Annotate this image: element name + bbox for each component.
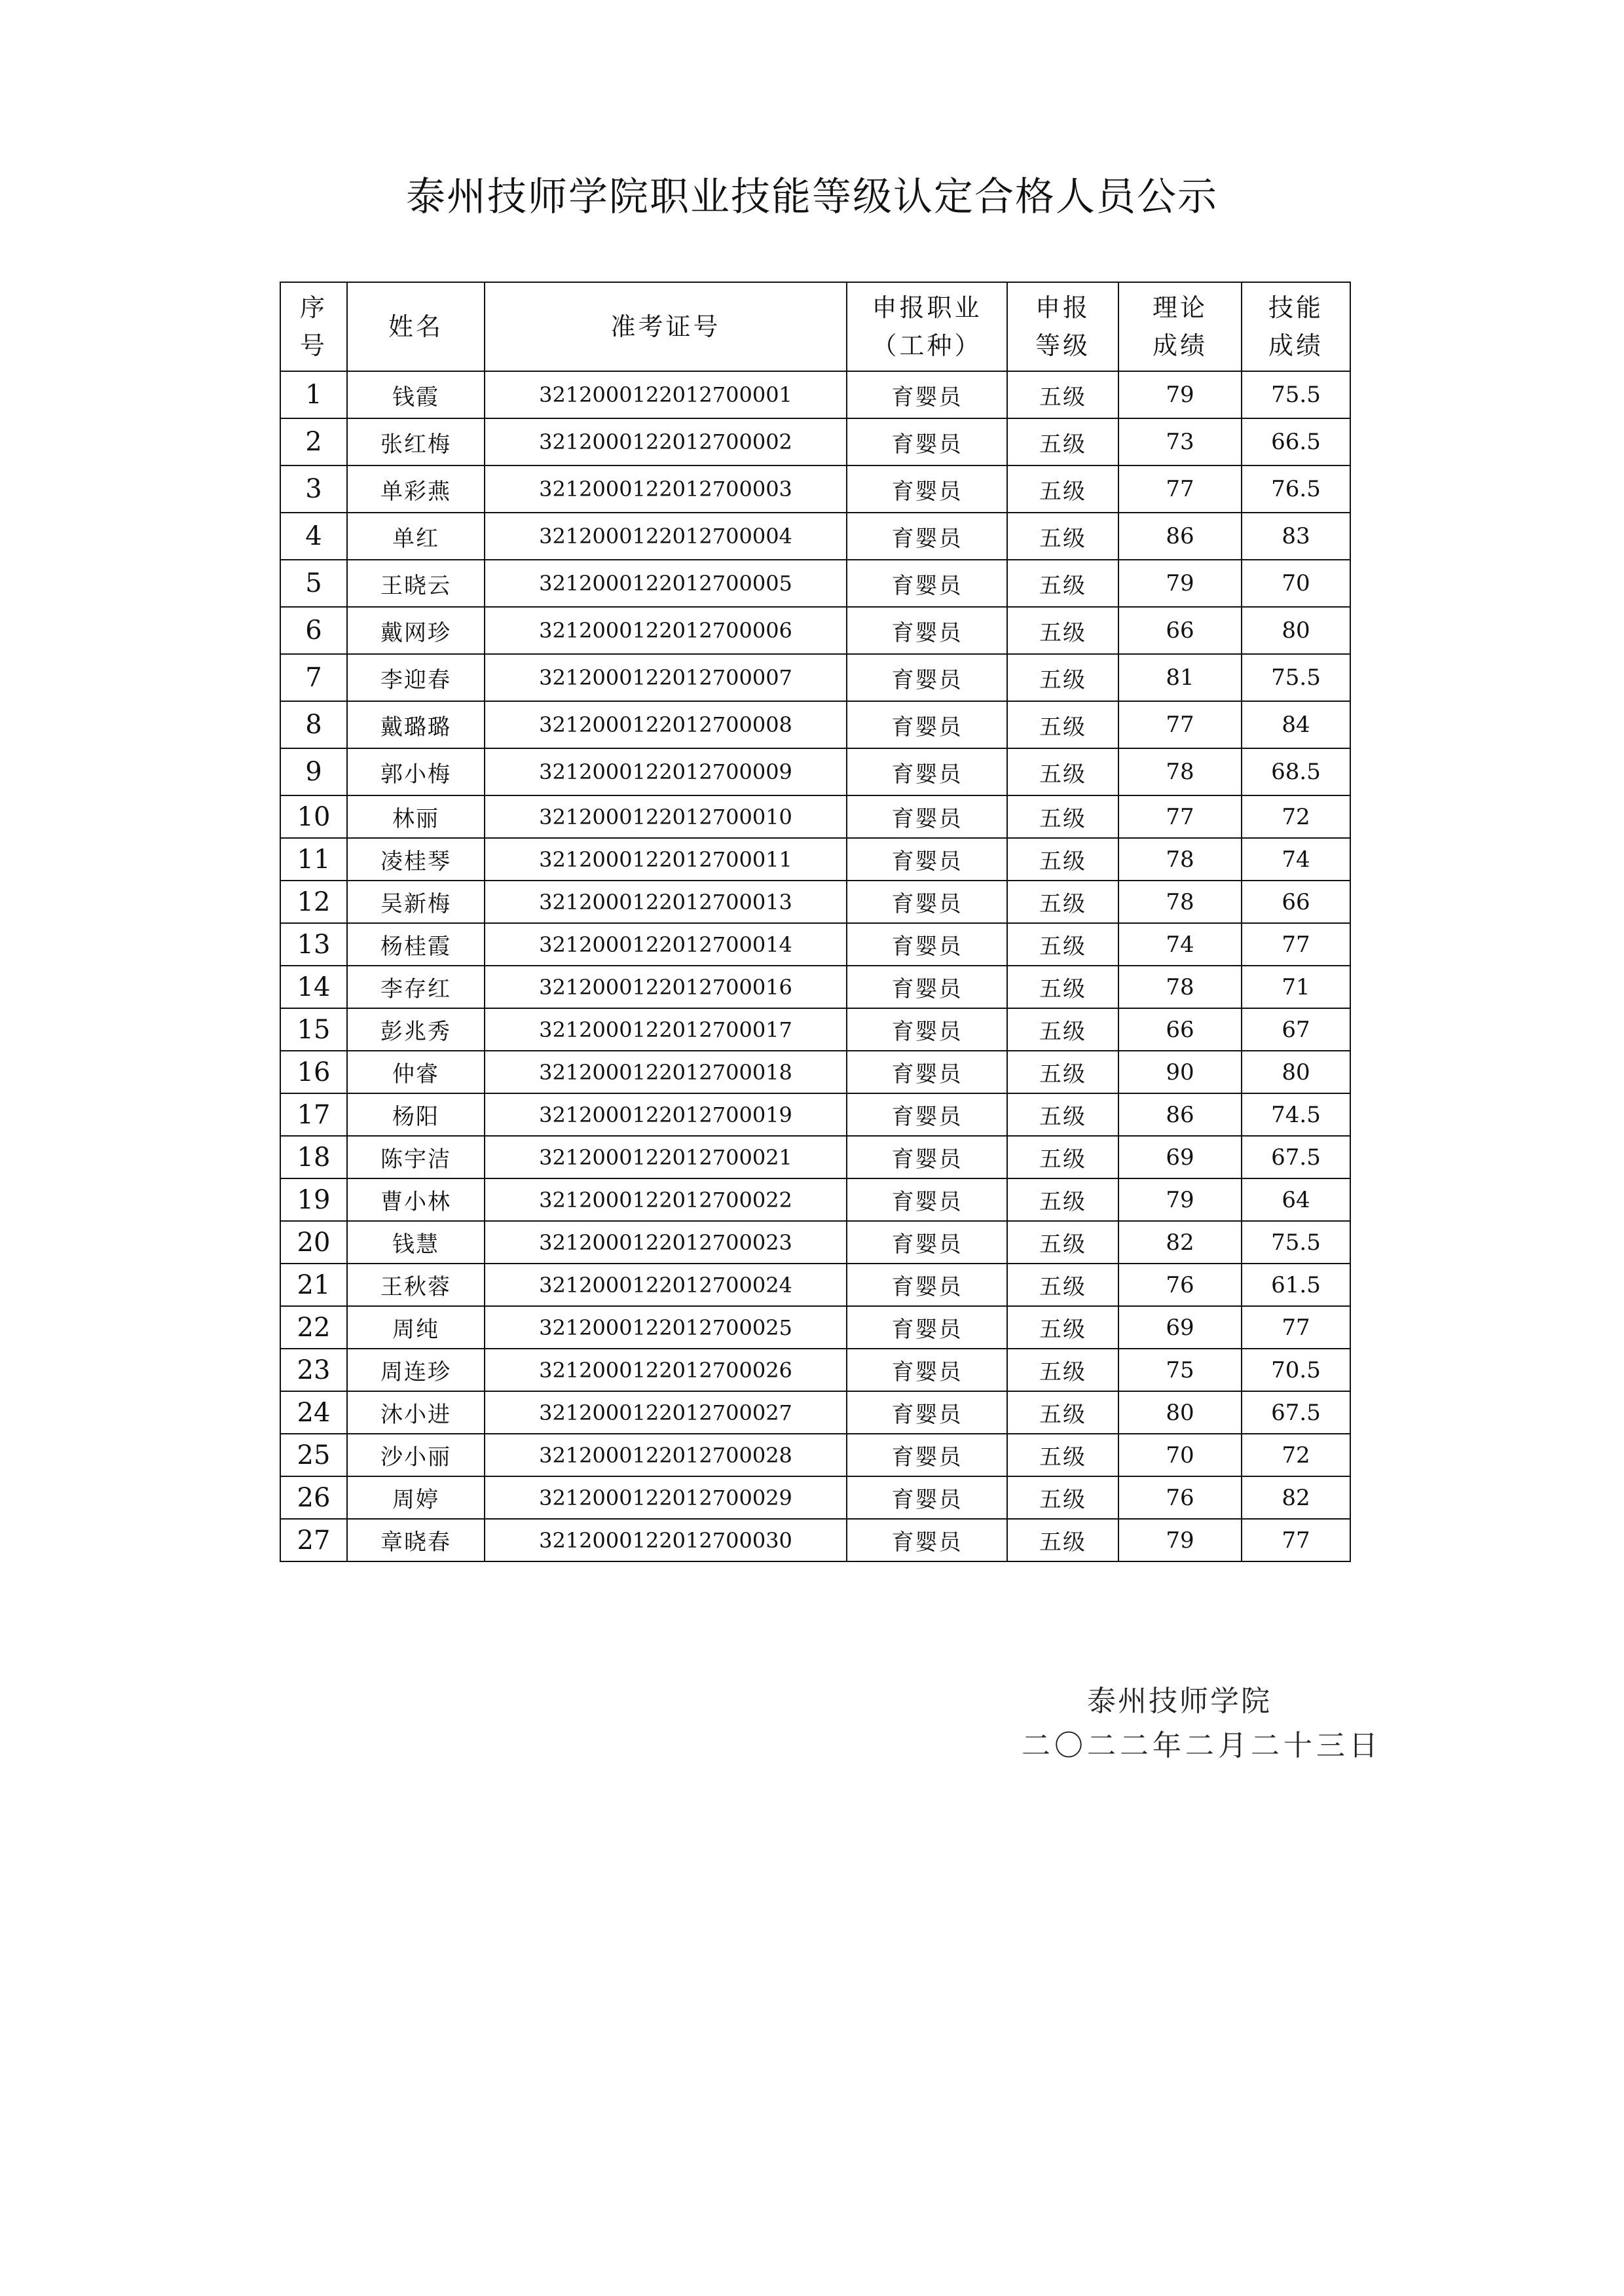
cell-name: 张红梅	[347, 418, 485, 465]
page-title: 泰州技师学院职业技能等级认定合格人员公示	[406, 174, 1218, 220]
cell-level: 五级	[1007, 654, 1118, 701]
cell-skill: 74	[1242, 838, 1350, 881]
table-row	[280, 701, 1350, 748]
cell-name: 李存红	[347, 966, 485, 1008]
table-row	[280, 1051, 1350, 1093]
cell-name: 钱慧	[347, 1221, 485, 1264]
table-row	[280, 795, 1350, 838]
cell-job: 育婴员	[847, 1476, 1007, 1519]
cell-level: 五级	[1007, 1264, 1118, 1306]
cell-job: 育婴员	[847, 795, 1007, 838]
cell-seq: 14	[280, 966, 347, 1008]
cell-skill: 67.5	[1242, 1136, 1350, 1178]
signature-block	[982, 1679, 1401, 1768]
cell-name: 曹小林	[347, 1178, 485, 1221]
header-job: 申报职业 （工种）	[847, 282, 1007, 371]
cell-skill: 72	[1242, 1434, 1350, 1476]
cell-level: 五级	[1007, 1221, 1118, 1264]
cell-theory: 80	[1118, 1391, 1242, 1434]
cell-skill: 77	[1242, 1519, 1350, 1561]
cell-seq: 22	[280, 1306, 347, 1349]
cell-theory: 79	[1118, 560, 1242, 607]
cell-seq: 6	[280, 607, 347, 654]
cell-theory: 70	[1118, 1434, 1242, 1476]
table-row	[280, 1391, 1350, 1434]
cell-exam-id: 3212000122012700014	[485, 923, 847, 966]
cell-seq: 4	[280, 513, 347, 560]
cell-theory: 78	[1118, 748, 1242, 795]
cell-level: 五级	[1007, 701, 1118, 748]
cell-job: 育婴员	[847, 1349, 1007, 1391]
cell-skill: 68.5	[1242, 748, 1350, 795]
cell-job: 育婴员	[847, 560, 1007, 607]
cell-theory: 66	[1118, 1008, 1242, 1051]
cell-level: 五级	[1007, 465, 1118, 513]
cell-job: 育婴员	[847, 1178, 1007, 1221]
cell-exam-id: 3212000122012700013	[485, 881, 847, 923]
cell-exam-id: 3212000122012700026	[485, 1349, 847, 1391]
cell-level: 五级	[1007, 1519, 1118, 1561]
cell-seq: 13	[280, 923, 347, 966]
cell-exam-id: 3212000122012700009	[485, 748, 847, 795]
cell-theory: 73	[1118, 418, 1242, 465]
cell-name: 李迎春	[347, 654, 485, 701]
cell-level: 五级	[1007, 371, 1118, 418]
table-row	[280, 1093, 1350, 1136]
cell-skill: 75.5	[1242, 1221, 1350, 1264]
cell-job: 育婴员	[847, 1008, 1007, 1051]
table-row	[280, 607, 1350, 654]
cell-exam-id: 3212000122012700004	[485, 513, 847, 560]
cell-theory: 82	[1118, 1221, 1242, 1264]
cell-job: 育婴员	[847, 748, 1007, 795]
cell-name: 凌桂琴	[347, 838, 485, 881]
cell-skill: 80	[1242, 607, 1350, 654]
cell-exam-id: 3212000122012700007	[485, 654, 847, 701]
cell-skill: 80	[1242, 1051, 1350, 1093]
cell-job: 育婴员	[847, 1264, 1007, 1306]
table-row	[280, 371, 1350, 418]
cell-skill: 70	[1242, 560, 1350, 607]
cell-job: 育婴员	[847, 371, 1007, 418]
cell-level: 五级	[1007, 1008, 1118, 1051]
cell-skill: 77	[1242, 923, 1350, 966]
cell-level: 五级	[1007, 1476, 1118, 1519]
cell-job: 育婴员	[847, 1093, 1007, 1136]
cell-exam-id: 3212000122012700003	[485, 465, 847, 513]
cell-level: 五级	[1007, 748, 1118, 795]
cell-seq: 2	[280, 418, 347, 465]
cell-theory: 79	[1118, 371, 1242, 418]
cell-seq: 10	[280, 795, 347, 838]
header-skill: 技能 成绩	[1242, 282, 1350, 371]
cell-job: 育婴员	[847, 1434, 1007, 1476]
cell-theory: 69	[1118, 1306, 1242, 1349]
cell-exam-id: 3212000122012700023	[485, 1221, 847, 1264]
cell-skill: 67.5	[1242, 1391, 1350, 1434]
cell-exam-id: 3212000122012700008	[485, 701, 847, 748]
cell-exam-id: 3212000122012700016	[485, 966, 847, 1008]
cell-level: 五级	[1007, 560, 1118, 607]
table-row	[280, 1178, 1350, 1221]
cell-seq: 1	[280, 371, 347, 418]
cell-skill: 61.5	[1242, 1264, 1350, 1306]
cell-job: 育婴员	[847, 923, 1007, 966]
cell-skill: 70.5	[1242, 1349, 1350, 1391]
cell-exam-id: 3212000122012700022	[485, 1178, 847, 1221]
cell-theory: 79	[1118, 1178, 1242, 1221]
cell-exam-id: 3212000122012700029	[485, 1476, 847, 1519]
cell-exam-id: 3212000122012700018	[485, 1051, 847, 1093]
cell-exam-id: 3212000122012700024	[485, 1264, 847, 1306]
header-exam-id: 准考证号	[485, 282, 847, 371]
cell-exam-id: 3212000122012700030	[485, 1519, 847, 1561]
cell-theory: 81	[1118, 654, 1242, 701]
cell-exam-id: 3212000122012700019	[485, 1093, 847, 1136]
cell-theory: 77	[1118, 795, 1242, 838]
cell-name: 周连珍	[347, 1349, 485, 1391]
table-row	[280, 838, 1350, 881]
cell-job: 育婴员	[847, 838, 1007, 881]
cell-job: 育婴员	[847, 418, 1007, 465]
table-row	[280, 966, 1350, 1008]
cell-name: 戴璐璐	[347, 701, 485, 748]
signature-date: 二〇二二年二月二十三日	[1022, 1729, 1382, 1762]
cell-name: 郭小梅	[347, 748, 485, 795]
cell-seq: 26	[280, 1476, 347, 1519]
cell-seq: 16	[280, 1051, 347, 1093]
table-row	[280, 1476, 1350, 1519]
table-row	[280, 881, 1350, 923]
cell-exam-id: 3212000122012700025	[485, 1306, 847, 1349]
table-row	[280, 418, 1350, 465]
cell-level: 五级	[1007, 838, 1118, 881]
cell-seq: 9	[280, 748, 347, 795]
table-body	[280, 371, 1350, 1561]
cell-exam-id: 3212000122012700010	[485, 795, 847, 838]
cell-job: 育婴员	[847, 1136, 1007, 1178]
cell-job: 育婴员	[847, 654, 1007, 701]
cell-theory: 77	[1118, 465, 1242, 513]
cell-seq: 5	[280, 560, 347, 607]
cell-seq: 20	[280, 1221, 347, 1264]
cell-job: 育婴员	[847, 513, 1007, 560]
cell-theory: 79	[1118, 1519, 1242, 1561]
cell-exam-id: 3212000122012700027	[485, 1391, 847, 1434]
cell-seq: 3	[280, 465, 347, 513]
cell-name: 周婷	[347, 1476, 485, 1519]
table-row	[280, 1221, 1350, 1264]
cell-skill: 72	[1242, 795, 1350, 838]
cell-exam-id: 3212000122012700011	[485, 838, 847, 881]
cell-theory: 69	[1118, 1136, 1242, 1178]
header-theory: 理论 成绩	[1118, 282, 1242, 371]
cell-seq: 11	[280, 838, 347, 881]
cell-seq: 8	[280, 701, 347, 748]
cell-skill: 82	[1242, 1476, 1350, 1519]
cell-name: 杨桂霞	[347, 923, 485, 966]
table-row	[280, 1519, 1350, 1561]
cell-seq: 25	[280, 1434, 347, 1476]
cell-name: 王晓云	[347, 560, 485, 607]
cell-job: 育婴员	[847, 1051, 1007, 1093]
cell-job: 育婴员	[847, 1306, 1007, 1349]
cell-seq: 17	[280, 1093, 347, 1136]
cell-theory: 78	[1118, 881, 1242, 923]
cell-seq: 19	[280, 1178, 347, 1221]
header-name: 姓名	[347, 282, 485, 371]
cell-level: 五级	[1007, 881, 1118, 923]
table-row	[280, 1008, 1350, 1051]
cell-exam-id: 3212000122012700001	[485, 371, 847, 418]
cell-skill: 67	[1242, 1008, 1350, 1051]
results-table	[280, 282, 1351, 1562]
cell-job: 育婴员	[847, 1391, 1007, 1434]
signature-org: 泰州技师学院	[1087, 1685, 1272, 1718]
cell-skill: 75.5	[1242, 371, 1350, 418]
cell-level: 五级	[1007, 513, 1118, 560]
cell-skill: 74.5	[1242, 1093, 1350, 1136]
cell-theory: 86	[1118, 1093, 1242, 1136]
cell-skill: 64	[1242, 1178, 1350, 1221]
cell-name: 单红	[347, 513, 485, 560]
cell-level: 五级	[1007, 923, 1118, 966]
table-row	[280, 1434, 1350, 1476]
cell-theory: 86	[1118, 513, 1242, 560]
cell-name: 章晓春	[347, 1519, 485, 1561]
cell-name: 杨阳	[347, 1093, 485, 1136]
cell-level: 五级	[1007, 1306, 1118, 1349]
cell-seq: 23	[280, 1349, 347, 1391]
cell-exam-id: 3212000122012700005	[485, 560, 847, 607]
cell-seq: 18	[280, 1136, 347, 1178]
cell-exam-id: 3212000122012700028	[485, 1434, 847, 1476]
cell-seq: 15	[280, 1008, 347, 1051]
cell-job: 育婴员	[847, 607, 1007, 654]
cell-theory: 66	[1118, 607, 1242, 654]
cell-level: 五级	[1007, 1093, 1118, 1136]
cell-skill: 75.5	[1242, 654, 1350, 701]
cell-level: 五级	[1007, 966, 1118, 1008]
cell-name: 沐小进	[347, 1391, 485, 1434]
cell-name: 戴网珍	[347, 607, 485, 654]
cell-level: 五级	[1007, 1136, 1118, 1178]
cell-skill: 83	[1242, 513, 1350, 560]
table-row	[280, 654, 1350, 701]
cell-job: 育婴员	[847, 966, 1007, 1008]
cell-theory: 75	[1118, 1349, 1242, 1391]
cell-name: 仲睿	[347, 1051, 485, 1093]
table-row	[280, 748, 1350, 795]
cell-seq: 7	[280, 654, 347, 701]
cell-seq: 24	[280, 1391, 347, 1434]
cell-level: 五级	[1007, 1434, 1118, 1476]
cell-seq: 12	[280, 881, 347, 923]
cell-level: 五级	[1007, 1349, 1118, 1391]
header-seq: 序 号	[280, 282, 347, 371]
cell-name: 沙小丽	[347, 1434, 485, 1476]
cell-job: 育婴员	[847, 1519, 1007, 1561]
table-row	[280, 513, 1350, 560]
cell-skill: 76.5	[1242, 465, 1350, 513]
cell-skill: 77	[1242, 1306, 1350, 1349]
cell-theory: 77	[1118, 701, 1242, 748]
cell-level: 五级	[1007, 607, 1118, 654]
cell-name: 王秋蓉	[347, 1264, 485, 1306]
cell-seq: 21	[280, 1264, 347, 1306]
table-row	[280, 1349, 1350, 1391]
cell-theory: 78	[1118, 966, 1242, 1008]
table-row	[280, 923, 1350, 966]
cell-level: 五级	[1007, 1178, 1118, 1221]
cell-job: 育婴员	[847, 881, 1007, 923]
cell-level: 五级	[1007, 795, 1118, 838]
cell-exam-id: 3212000122012700017	[485, 1008, 847, 1051]
cell-name: 单彩燕	[347, 465, 485, 513]
cell-skill: 84	[1242, 701, 1350, 748]
table-row	[280, 560, 1350, 607]
cell-name: 吴新梅	[347, 881, 485, 923]
cell-name: 林丽	[347, 795, 485, 838]
cell-name: 周纯	[347, 1306, 485, 1349]
cell-level: 五级	[1007, 1391, 1118, 1434]
cell-job: 育婴员	[847, 465, 1007, 513]
cell-seq: 27	[280, 1519, 347, 1561]
cell-level: 五级	[1007, 418, 1118, 465]
cell-exam-id: 3212000122012700006	[485, 607, 847, 654]
cell-theory: 76	[1118, 1264, 1242, 1306]
cell-skill: 66.5	[1242, 418, 1350, 465]
cell-name: 陈宇洁	[347, 1136, 485, 1178]
header-level: 申报 等级	[1007, 282, 1118, 371]
cell-skill: 71	[1242, 966, 1350, 1008]
cell-theory: 74	[1118, 923, 1242, 966]
table-row	[280, 1264, 1350, 1306]
table-row	[280, 1306, 1350, 1349]
cell-skill: 66	[1242, 881, 1350, 923]
cell-level: 五级	[1007, 1051, 1118, 1093]
cell-job: 育婴员	[847, 701, 1007, 748]
cell-theory: 78	[1118, 838, 1242, 881]
table-row	[280, 1136, 1350, 1178]
cell-name: 彭兆秀	[347, 1008, 485, 1051]
cell-job: 育婴员	[847, 1221, 1007, 1264]
table-header-row	[280, 282, 1350, 371]
cell-exam-id: 3212000122012700021	[485, 1136, 847, 1178]
cell-theory: 90	[1118, 1051, 1242, 1093]
cell-exam-id: 3212000122012700002	[485, 418, 847, 465]
table-row	[280, 465, 1350, 513]
cell-theory: 76	[1118, 1476, 1242, 1519]
cell-name: 钱霞	[347, 371, 485, 418]
